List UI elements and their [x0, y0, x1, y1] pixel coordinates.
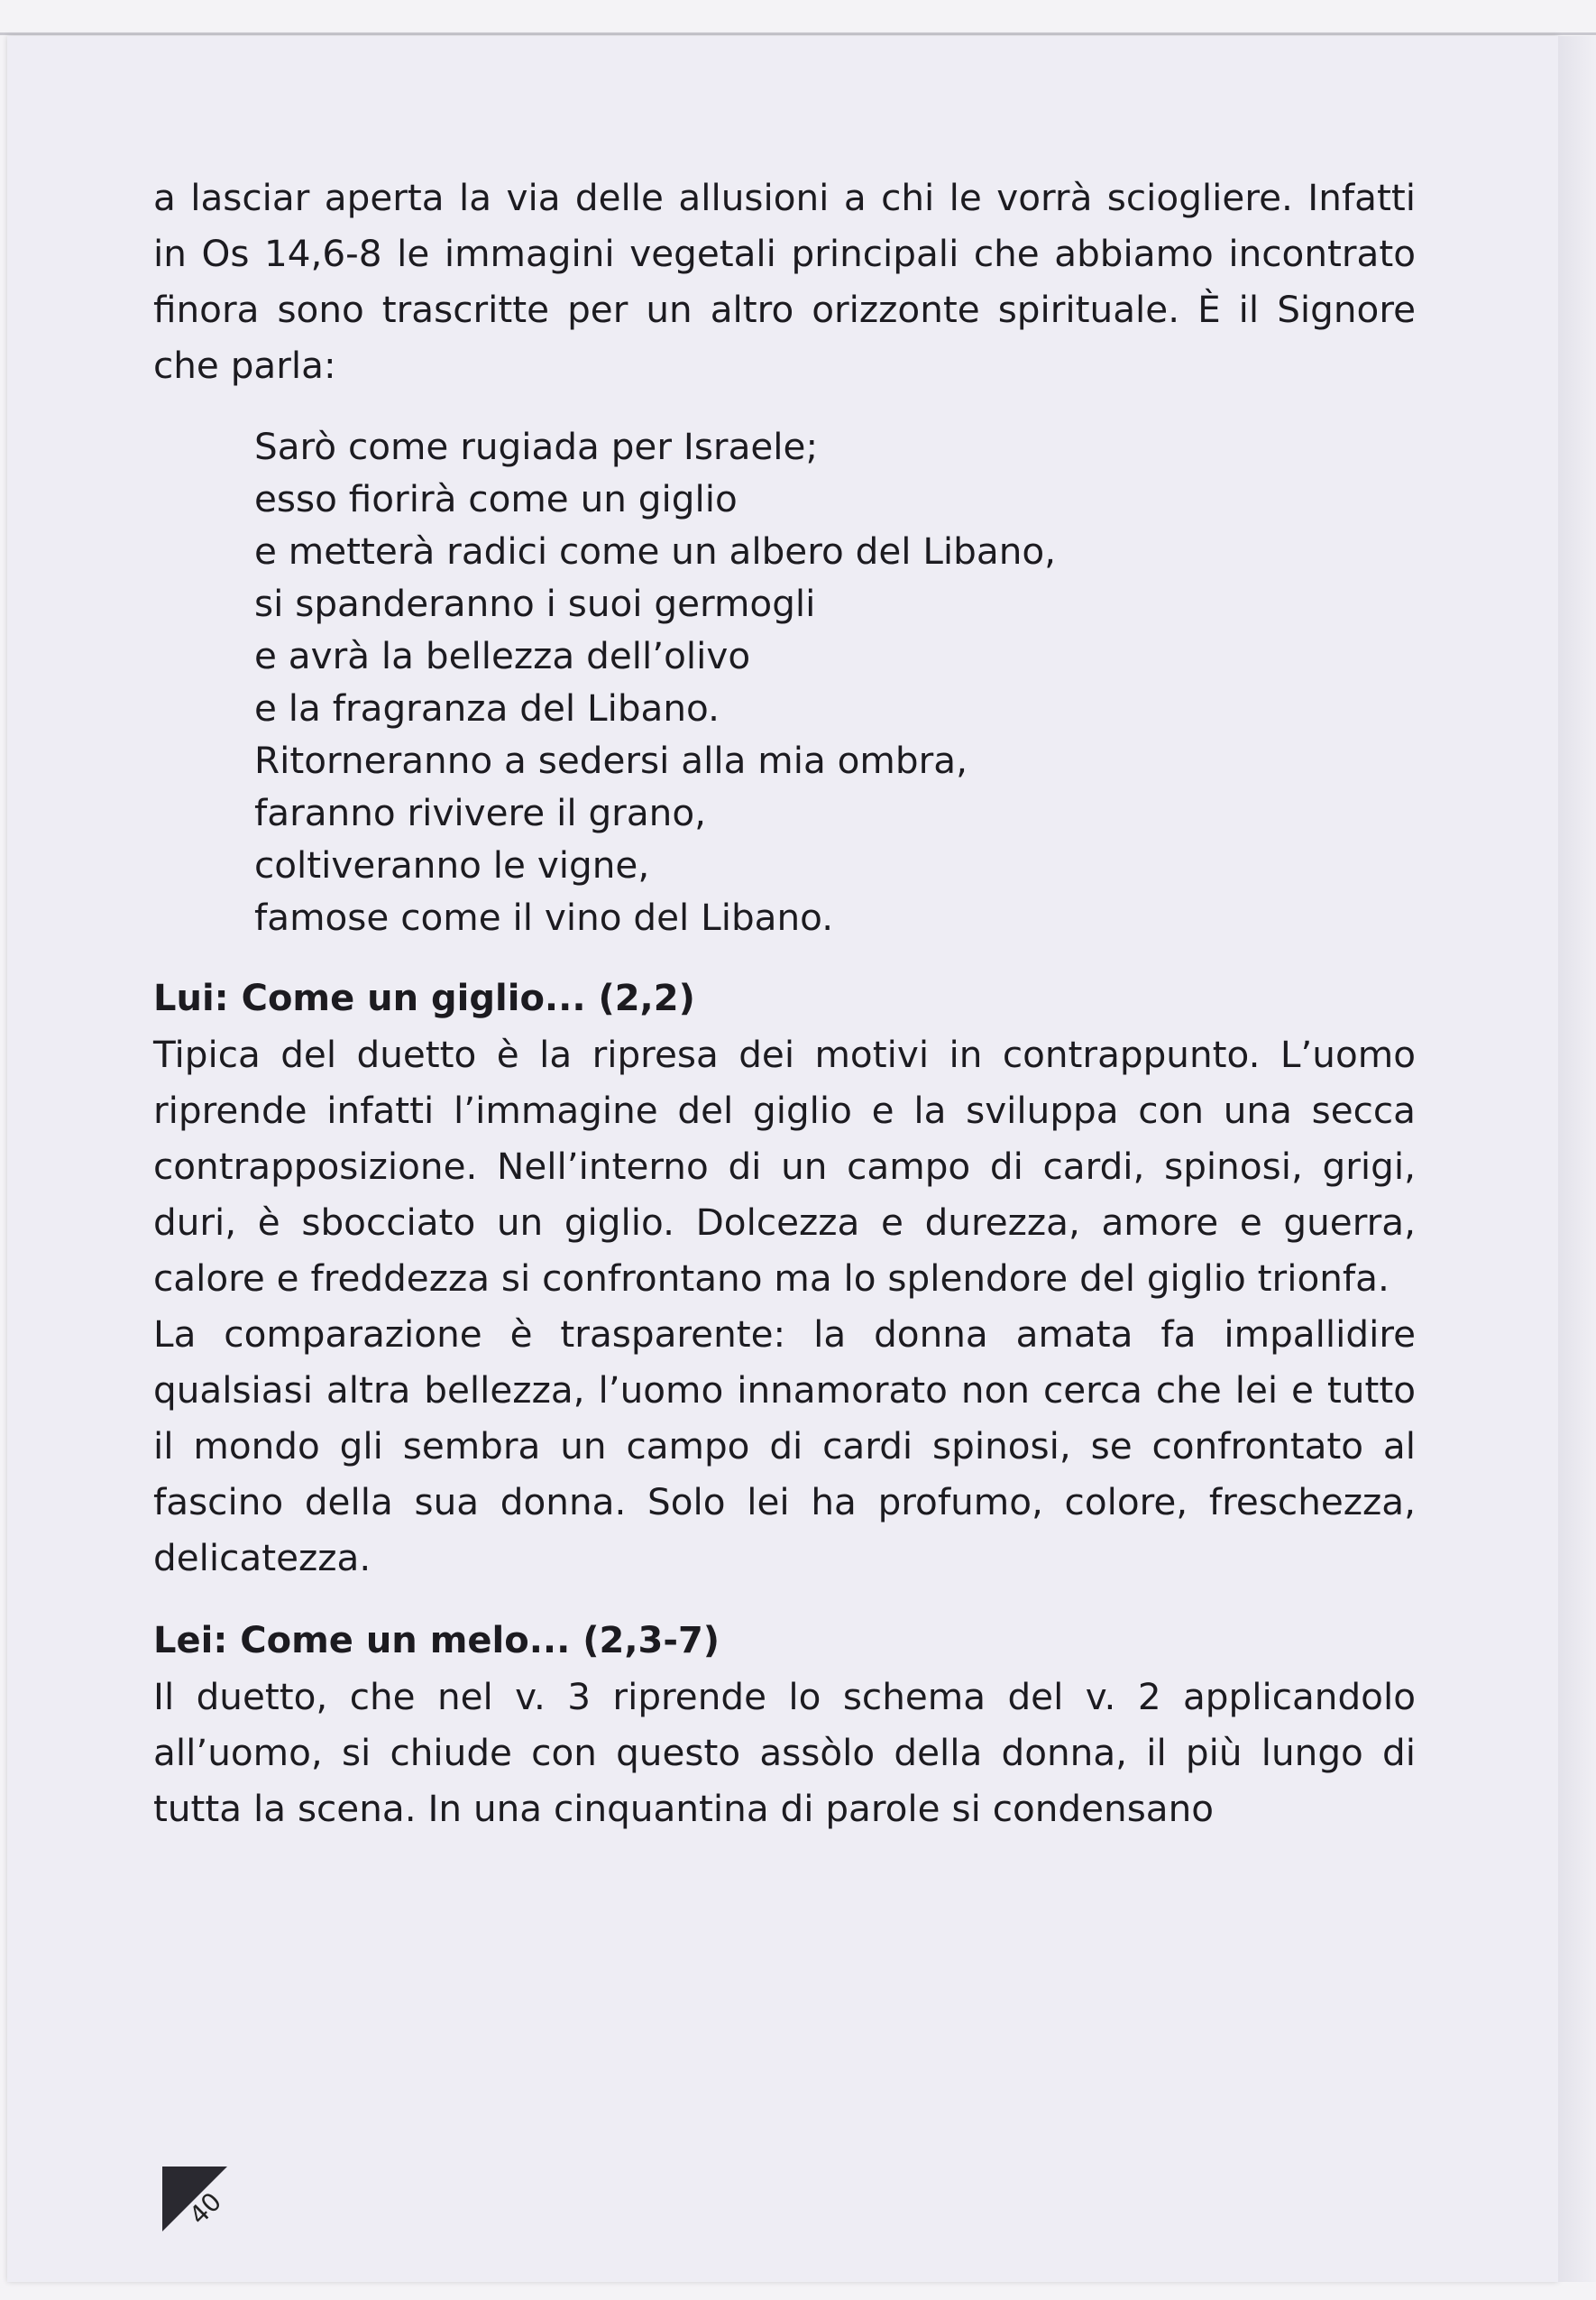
body-paragraph: Il duetto, che nel v. 3 riprende lo schema del v. 2 applicandolo all’uomo, si chiude con questo assòlo della donna, il più lungo di tutta la scena. In una cinquantina di parole si condensano — [153, 1675, 1416, 1830]
verse-line: faranno rivivere il grano, — [254, 791, 706, 834]
section-spacer — [153, 1586, 1416, 1604]
page-number-marker — [162, 2167, 234, 2239]
section-heading-lei: Lei: Come un melo... (2,3-7) — [153, 1620, 720, 1661]
page-content — [153, 170, 1416, 1836]
body-paragraph: Tipica del duetto è la ripresa dei motivi in contrappunto. L’uomo riprende infatti l’immagine del giglio e la sviluppa con una secca contrapposizione. Nell’interno di un campo di cardi, spinosi, grigi, duri, è sbocciato un giglio. Dolcezza e durezza, amore e guerra, calore e freddezza si confrontano ma lo splendore del giglio trionfa. — [153, 1033, 1416, 1300]
verse-line: coltiveranno le vigne, — [254, 843, 650, 887]
verse-line: famose come il vino del Libano. — [254, 896, 834, 939]
verse-line: e metterà radici come un albero del Libano, — [254, 529, 1057, 573]
verse-line: e avrà la bellezza dell’olivo — [254, 634, 751, 677]
section-heading-lui: Lui: Come un giglio... (2,2) — [153, 978, 695, 1019]
page-binding-edge — [1558, 36, 1596, 2282]
verse-quote — [254, 420, 1416, 943]
page-top-edge — [0, 32, 1596, 35]
verse-line: si spanderanno i suoi germogli — [254, 582, 816, 625]
verse-line: Sarò come rugiada per Israele; — [254, 425, 819, 468]
verse-line: Ritorneranno a sedersi alla mia ombra, — [254, 739, 968, 782]
verse-line: esso fiorirà come un giglio — [254, 477, 738, 520]
intro-paragraph: a lasciar aperta la via delle allusioni a chi le vorrà sciogliere. Infatti in Os 14,6-8 le immagini vegetali principali che abbiamo incontrato finora sono trascritte per un altro orizzonte spirituale. È il Signore che parla: — [153, 176, 1416, 387]
verse-line: e la fragranza del Libano. — [254, 686, 720, 730]
page-number: 40 — [183, 2186, 228, 2231]
body-paragraph: La comparazione è trasparente: la donna amata fa impallidire qualsiasi altra bellezza, l’uomo innamorato non cerca che lei e tutto il mondo gli sembra un campo di cardi spinosi, se confrontato al fascino della sua donna. Solo lei ha profumo, colore, freschezza, delicatezza. — [153, 1312, 1416, 1579]
